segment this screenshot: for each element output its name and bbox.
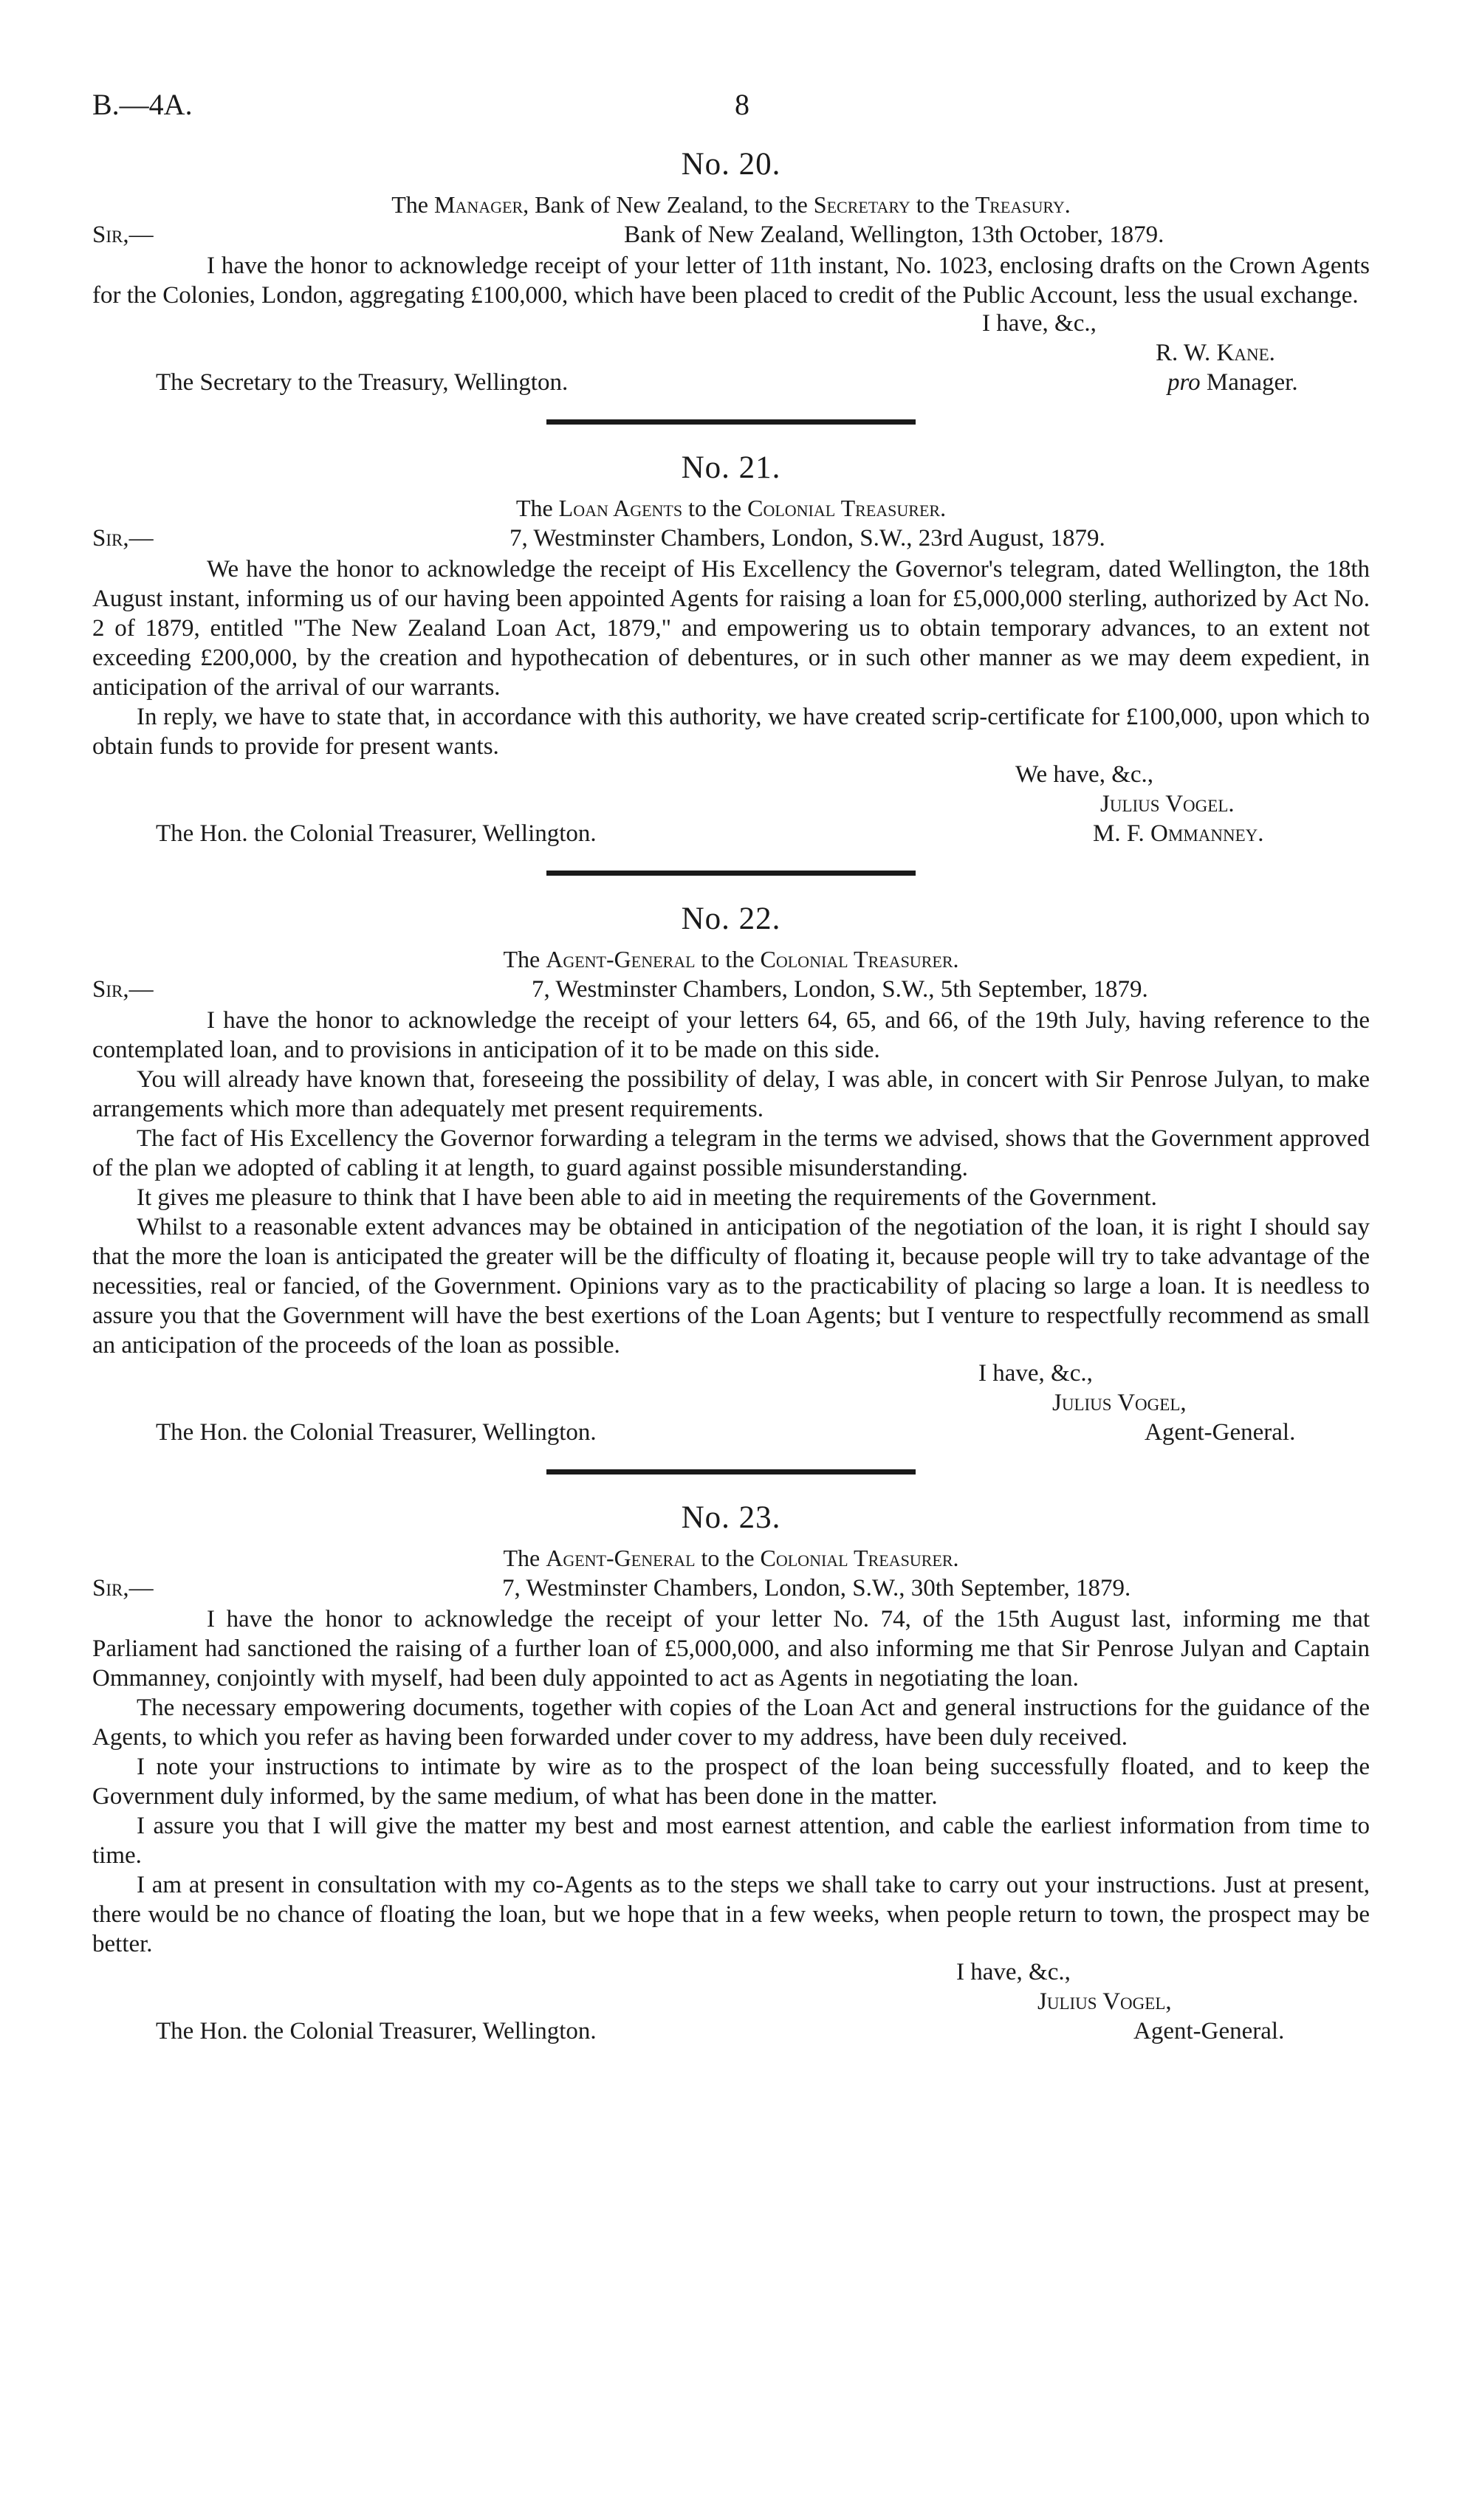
sender-address: 7, Westminster Chambers, London, S.W., 23rd August, 1879. [510, 525, 1105, 552]
letter-paragraph: The necessary empowering documents, together with copies of the Loan Act and general instructions for the guidance of the Agents, to which you refer as having been forwarded under cover to my address, have been duly received. [92, 1695, 1370, 1751]
letter-paragraph: We have the honor to acknowledge the receipt of His Excellency the Governor's telegram, dated Wellington, the 18th August instant, informing us of our having been appointed Agents for raising a loan for £5,000,000 sterling, authorized by Act No. 2 of 1879, entitled "The New Zealand Loan Act, 1879," and empowering us to obtain temporary advances, to an extent not exceeding £200,000, by the creation and hypothecation of debentures, or in such other manner as we may deem expedient, in anticipation of the arrival of our warrants. [92, 556, 1370, 701]
letter-title: The Loan Agents to the Colonial Treasurer. [515, 495, 947, 521]
letter-no-22 [92, 901, 1370, 1449]
closing-line [92, 761, 1370, 791]
letter-paragraph: It gives me pleasure to think that I have been able to aid in meeting the requirements of the Government. [137, 1184, 1157, 1211]
closing: I have, &c., [982, 310, 1097, 337]
section-divider [546, 419, 916, 425]
sender-address: 7, Westminster Chambers, London, S.W., 5th September, 1879. [532, 976, 1148, 1003]
letter-paragraph: I note your instructions to intimate by wire as to the prospect of the loan being successfully floated, and to keep the Government duly informed, by the same medium, of what has been done in the matter. [92, 1754, 1370, 1810]
letter-paragraph: In reply, we have to state that, in accordance with this authority, we have created scrip-certificate for £100,000, upon which to obtain funds to provide for present wants. [92, 704, 1370, 760]
letter-title: The Agent-General to the Colonial Treasurer. [503, 946, 959, 972]
closing-line [92, 1360, 1370, 1390]
section-divider [546, 1469, 916, 1474]
letter-paragraph: I have the honor to acknowledge receipt of your letter of 11th instant, No. 1023, enclosing drafts on the Crown Agents for the Colonies, London, aggregating £100,000, which have been placed to credit of the Public Account, less the usual exchange. [92, 253, 1370, 309]
salutation-line [92, 976, 1370, 1006]
salutation-line [92, 525, 1370, 555]
signature: R. W. Kane. [1156, 340, 1275, 366]
letter-no-21 [92, 450, 1370, 850]
document-page [92, 87, 1370, 2047]
letter-title: The Agent-General to the Colonial Treasurer. [503, 1545, 959, 1571]
letter-paragraph: The fact of His Excellency the Governor forwarding a telegram in the terms we advised, shows that the Government approved of the plan we adopted of cabling it at length, to guard against possible misunderstanding. [92, 1125, 1370, 1181]
addressee: The Hon. the Colonial Treasurer, Wellington. [156, 1419, 597, 1446]
letter-title: The Manager, Bank of New Zealand, to the Secretary to the Treasury. [391, 191, 1071, 218]
closing: I have, &c., [978, 1360, 1093, 1387]
signature: M. F. Ommanney. [1093, 820, 1264, 847]
salutation: Sir,— [92, 1575, 154, 1601]
page-number: 8 [735, 88, 749, 121]
series-reference: B.—4A. [92, 88, 193, 121]
letter-paragraph: I am at present in consultation with my co-Agents as to the steps we shall take to carry out your instructions. Just at present, there would be no chance of floating the loan, but we hope that in a few weeks, when people return to town, the prospect may be better. [92, 1872, 1370, 1957]
signature: Julius Vogel, [1052, 1390, 1187, 1416]
letter-paragraph: Whilst to a reasonable extent advances may be obtained in anticipation of the negotiation of the loan, it is right I should say that the more the loan is anticipated the greater will be the difficulty of floating it, because people will try to take advantage of the necessities, real or fancied, of the Government. Opinions vary as to the practicability of placing so large a loan. It is needless to assure you that the Government will have the best exertions of the Loan Agents; but I venture to respectfully recommend as small an anticipation of the proceeds of the loan as possible. [92, 1214, 1370, 1359]
section-divider [546, 871, 916, 876]
salutation: Sir,— [92, 525, 154, 552]
letter-paragraph: I assure you that I will give the matter my best and most earnest attention, and cable the earliest information from time to time. [92, 1813, 1370, 1869]
letter-number: No. 21. [681, 450, 781, 485]
signature: Julius Vogel, [1037, 1988, 1172, 2015]
closing: I have, &c., [956, 1959, 1071, 1985]
signature-role: Agent-General. [1133, 2018, 1285, 2045]
letter-paragraph: You will already have known that, foreseeing the possibility of delay, I was able, in concert with Sir Penrose Julyan, to make arrangements which more than adequately met present requirements. [92, 1066, 1370, 1122]
letter-number: No. 22. [681, 902, 781, 936]
signature-role: Agent-General. [1145, 1419, 1296, 1446]
letter-number: No. 20. [681, 147, 781, 182]
signature-role: pro Manager. [1167, 369, 1298, 396]
letter-no-23 [92, 1500, 1370, 2047]
signature: Julius Vogel. [1100, 791, 1235, 817]
letter-paragraph: I have the honor to acknowledge the receipt of your letter No. 74, of the 15th August last, informing me that Parliament had sanctioned the raising of a further loan of £5,000,000, and also informing me that Sir Penrose Julyan and Captain Ommanney, conjointly with myself, had been duly appointed to act as Agents in negotiating the loan. [92, 1606, 1370, 1692]
sender-address: Bank of New Zealand, Wellington, 13th October, 1879. [624, 222, 1164, 248]
page-header [92, 87, 1370, 146]
closing-line [92, 310, 1370, 340]
closing: We have, &c., [1015, 761, 1154, 788]
salutation: Sir,— [92, 976, 154, 1003]
closing-line [92, 1959, 1370, 1988]
letter-no-20 [92, 146, 1370, 399]
letter-number: No. 23. [681, 1500, 781, 1535]
salutation-line [92, 222, 1370, 251]
salutation-line [92, 1575, 1370, 1604]
letter-paragraph: I have the honor to acknowledge the receipt of your letters 64, 65, and 66, of the 19th July, having reference to the contemplated loan, and to provisions in anticipation of it to be made on this side. [92, 1007, 1370, 1063]
sender-address: 7, Westminster Chambers, London, S.W., 30th September, 1879. [502, 1575, 1131, 1601]
salutation: Sir,— [92, 222, 154, 248]
addressee: The Hon. the Colonial Treasurer, Wellington. [156, 820, 597, 847]
addressee: The Hon. the Colonial Treasurer, Wellington. [156, 2018, 597, 2045]
addressee: The Secretary to the Treasury, Wellington. [156, 369, 569, 396]
